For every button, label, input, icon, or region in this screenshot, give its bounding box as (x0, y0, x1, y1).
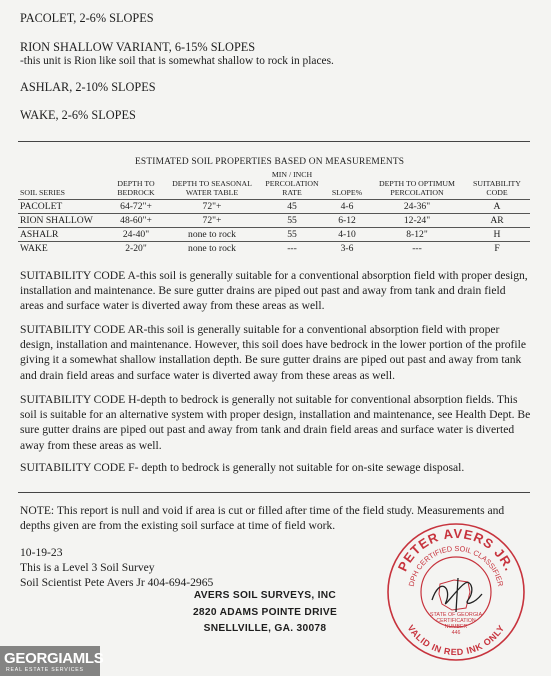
cell-rate: 55 (260, 214, 324, 228)
stamp-cert-label: CERTIFICATION (436, 618, 476, 624)
suitability-code-ar: SUITABILITY CODE AR-this soil is generally suitable for a conventional absorption field with proper design, installation and maintenance. However, this soil does have bedrock in the lower portion of the profile giving it a somewhat shallow installation depth. Be sure gutter drains are piped out past and away from tank and drain field areas and surface water is diverted away from these areas as well. (20, 323, 526, 382)
cell-code: F (464, 242, 530, 256)
header-depth-water-line1: DEPTH TO SEASONAL (172, 179, 252, 188)
cell-optimum: 8-12" (370, 228, 464, 242)
header-depth-optimum-line1: DEPTH TO OPTIMUM (379, 179, 455, 188)
soil-type-ashlar: ASHLAR, 2-10% SLOPES (20, 80, 156, 94)
stamp-bottom-text: VALID IN RED INK ONLY (405, 623, 507, 658)
suitability-code-f: SUITABILITY CODE F- depth to bedrock is generally not suitable for on-site sewage disposal. (20, 461, 465, 474)
header-perc-rate-line1: MIN / INCH (271, 170, 313, 179)
watermark-sub: REAL ESTATE SERVICES (6, 667, 84, 673)
cell-water: 72"+ (164, 214, 260, 228)
stamp-state: STATE OF GEORGIA (429, 612, 483, 618)
cell-optimum: 24-36" (370, 200, 464, 214)
header-depth-water (164, 170, 260, 200)
cell-series: RION SHALLOW (18, 214, 108, 228)
cell-code: A (464, 200, 530, 214)
cell-water: none to rock (164, 242, 260, 256)
cell-optimum: 12-24" (370, 214, 464, 228)
soil-type-wake: WAKE, 2-6% SLOPES (20, 108, 136, 122)
stamp-name: PETER AVERS JR. (394, 525, 518, 574)
table-title: ESTIMATED SOIL PROPERTIES BASED ON MEASUREMENTS (135, 157, 405, 167)
header-depth-optimum-line2: PERCOLATION (390, 188, 444, 197)
cell-series: PACOLET (18, 200, 108, 214)
cell-rate: 45 (260, 200, 324, 214)
stamp-number: 446 (451, 630, 461, 636)
mls-watermark (0, 646, 104, 676)
cell-bedrock: 64-72"+ (108, 200, 164, 214)
cell-optimum: --- (370, 242, 464, 256)
company-city: SNELLVILLE, GA. 30078 (203, 623, 327, 634)
table-header-row (18, 170, 530, 200)
company-letterhead (150, 588, 380, 638)
header-suitability-line1: SUITABILITY (473, 179, 521, 188)
survey-level: This is a Level 3 Soil Survey (20, 561, 155, 574)
header-soil-series: SOIL SERIES (20, 188, 65, 197)
header-suitability-line2: CODE (486, 188, 508, 197)
cell-rate: --- (260, 242, 324, 256)
table-row (18, 228, 530, 242)
soil-properties-table (18, 170, 530, 255)
cell-code: AR (464, 214, 530, 228)
cell-slope: 4-10 (324, 228, 370, 242)
stamp-seal (382, 518, 530, 666)
cell-bedrock: 2-20" (108, 242, 164, 256)
stamp-number-label: NUMBER (444, 624, 468, 630)
suitability-code-a: SUITABILITY CODE A-this soil is generally suitable for a conventional absorption field with proper design, installation and maintenance. Be sure gutter drains are piped out past and away from tank and drain field areas and surface water is diverted away from these areas as well. (20, 269, 528, 313)
header-perc-rate-line3: RATE (282, 188, 302, 197)
header-perc-rate-line2: PERCOLATION (265, 179, 319, 188)
cell-rate: 55 (260, 228, 324, 242)
cell-slope: 6-12 (324, 214, 370, 228)
stamp-title: DPH CERTIFIED SOIL CLASSIFIER (406, 543, 506, 588)
soil-type-rion-note: -this unit is Rion like soil that is somewhat shallow to rock in places. (20, 55, 334, 67)
header-perc-rate (260, 170, 324, 200)
cell-bedrock: 24-40" (108, 228, 164, 242)
divider (18, 141, 530, 142)
cell-slope: 4-6 (324, 200, 370, 214)
cell-code: H (464, 228, 530, 242)
table-row (18, 200, 530, 214)
cell-water: 72"+ (164, 200, 260, 214)
soil-type-rion: RION SHALLOW VARIANT, 6-15% SLOPES (20, 40, 256, 54)
header-suitability (464, 170, 530, 200)
cell-bedrock: 48-60"+ (108, 214, 164, 228)
soil-scientist: Soil Scientist Pete Avers Jr 404-694-2965 (20, 576, 214, 589)
watermark-brand: GEORGIAMLS (4, 650, 104, 667)
suitability-code-h: SUITABILITY CODE H-depth to bedrock is generally not suitable for conventional absorption fields. This soil is suitable for an alternative system with proper design, installation and maintenance, see Health Dept. Be sure gutter drains are piped out past and away from tank and drain field areas and surface water is diverted away from these areas as well. (20, 393, 531, 452)
cell-slope: 3-6 (324, 242, 370, 256)
report-date: 10-19-23 (20, 546, 63, 559)
table-row (18, 242, 530, 256)
header-depth-optimum (370, 170, 464, 200)
header-slope: SLOPE% (331, 188, 363, 197)
report-note: NOTE: This report is null and void if area is cut or filled after time of the field study. Measurements and depths given are from the existing soil surface at time of field work. (20, 504, 505, 533)
cell-series: WAKE (18, 242, 108, 256)
soil-type-pacolet: PACOLET, 2-6% SLOPES (20, 11, 154, 25)
company-street: 2820 ADAMS POINTE DRIVE (192, 606, 338, 618)
header-depth-bedrock (108, 170, 164, 200)
header-depth-bedrock-line2: BEDROCK (117, 188, 155, 197)
georgia-outline-icon (439, 580, 470, 610)
header-depth-bedrock-line1: DEPTH TO (117, 179, 155, 188)
cell-series: ASHALR (18, 228, 108, 242)
table-row (18, 214, 530, 228)
header-depth-water-line2: WATER TABLE (185, 188, 239, 197)
divider (18, 492, 530, 493)
company-name: AVERS SOIL SURVEYS, INC (193, 590, 337, 601)
certification-stamp (382, 518, 530, 666)
cell-water: none to rock (164, 228, 260, 242)
